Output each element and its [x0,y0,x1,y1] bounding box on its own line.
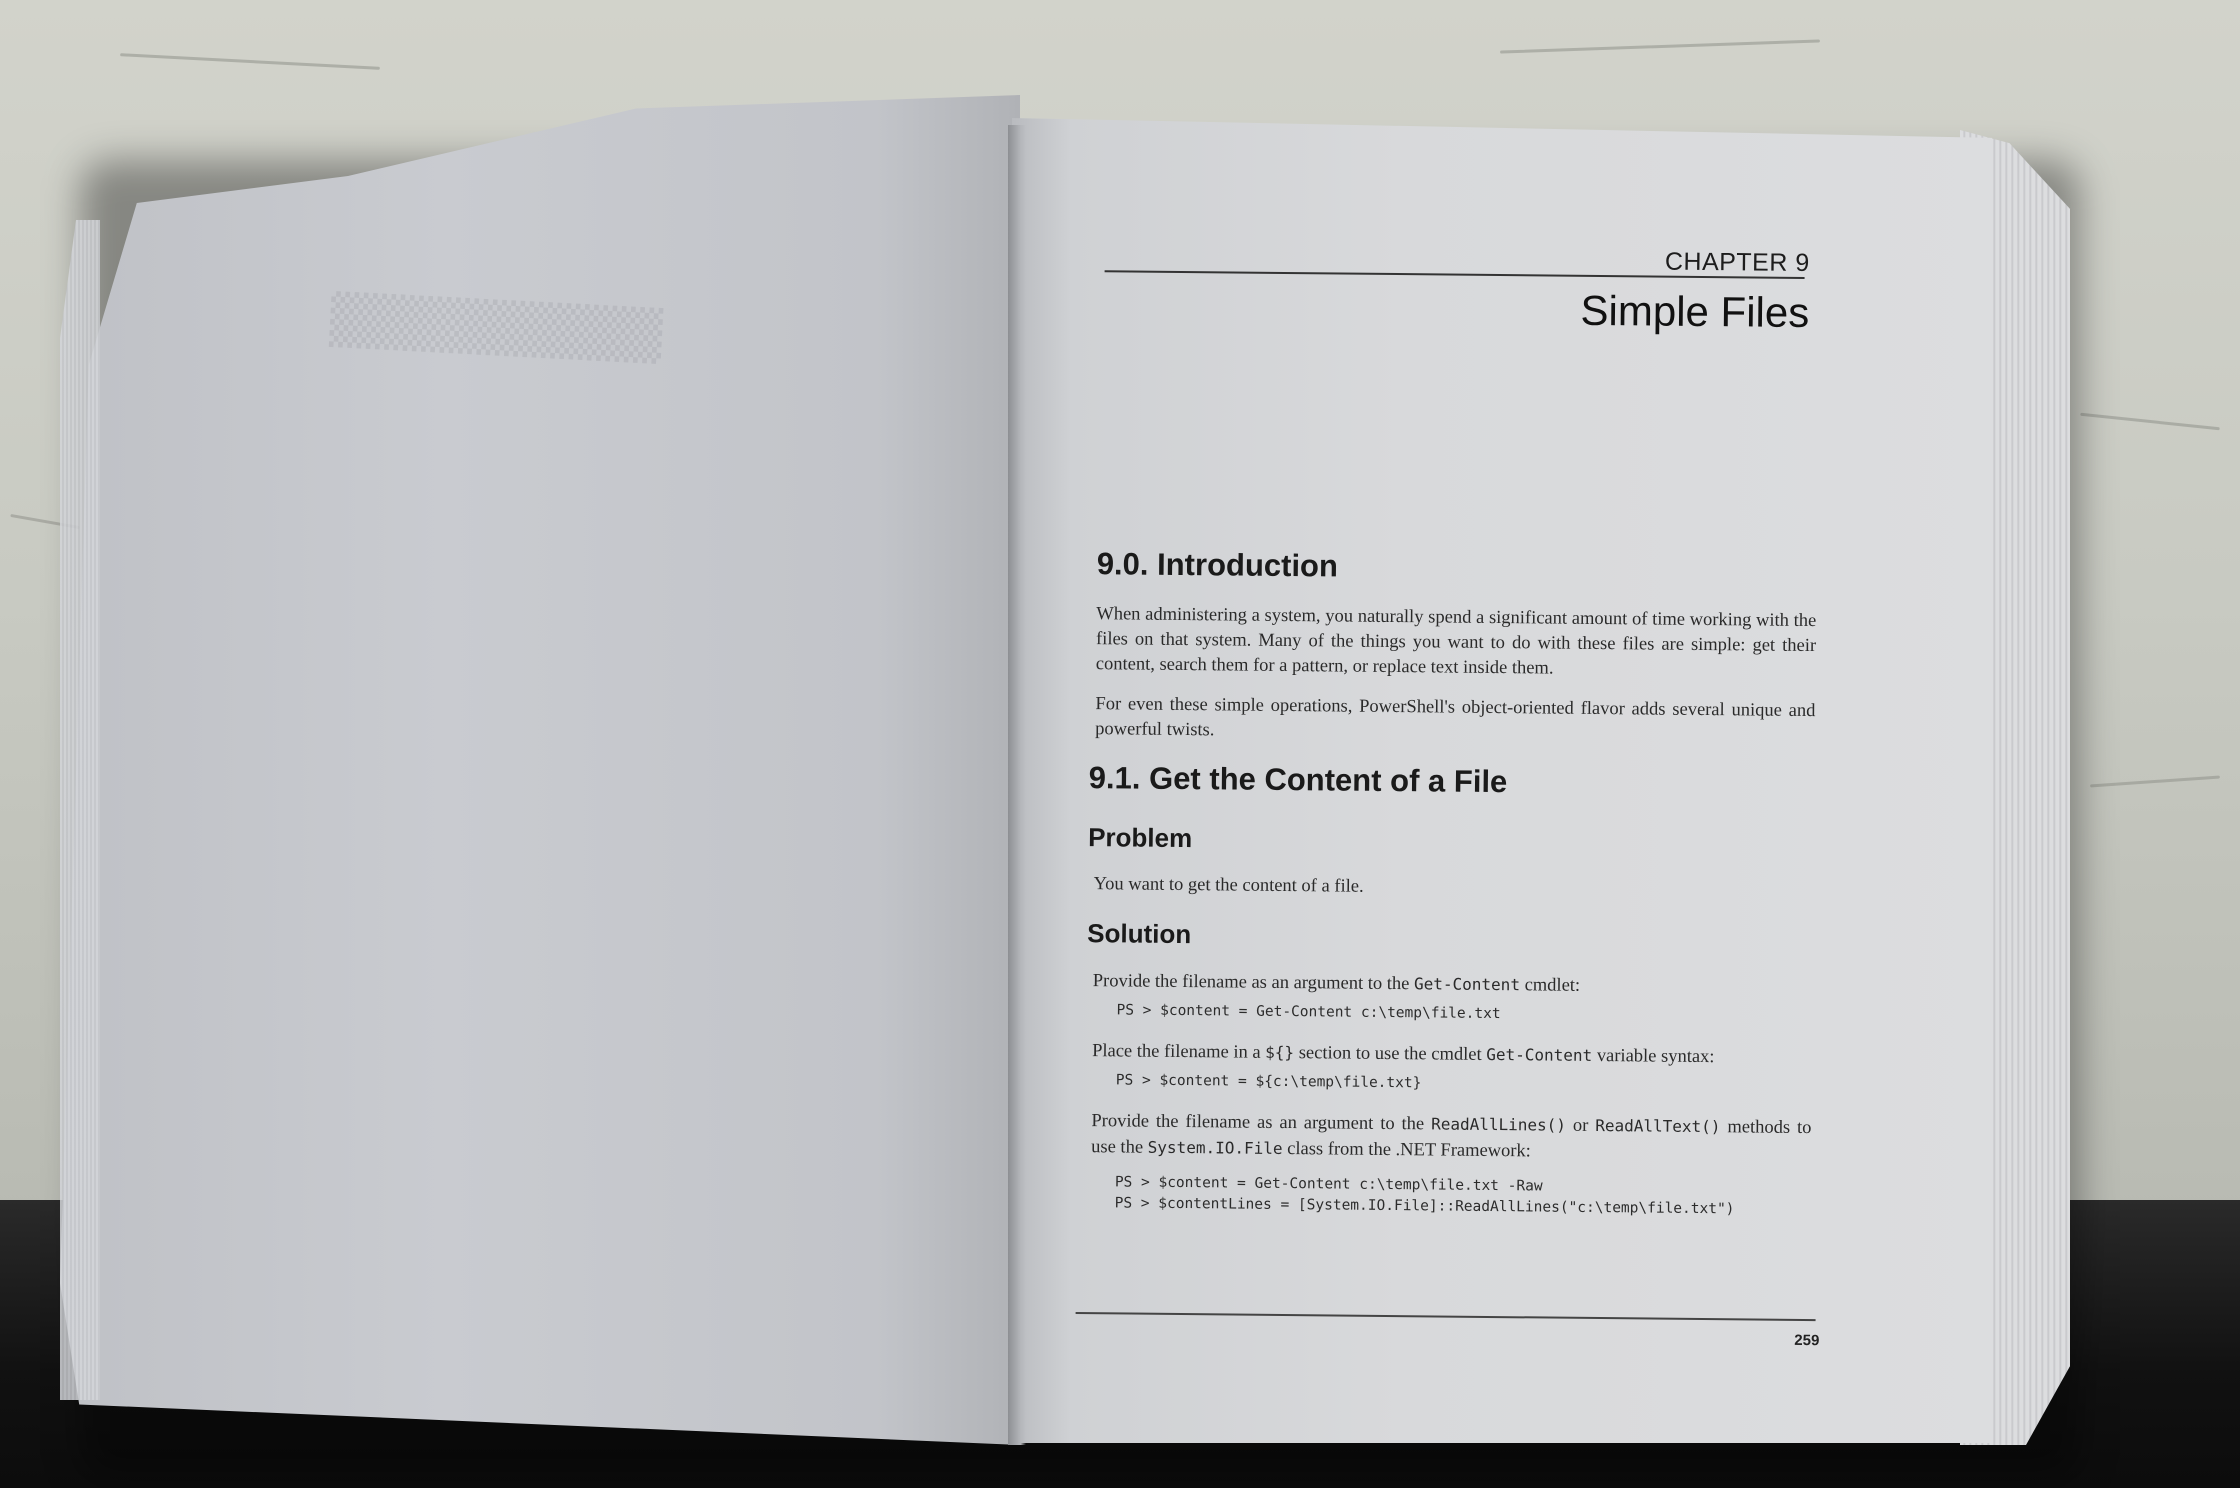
bleed-through-text: ▒▒▒▒▒▒▒▒▒ [328,291,664,365]
solution-paragraph-3: Provide the filename as an argument to the ReadAllLines() or ReadAllText() methods to use the System.IO.File class from the .NET Framework: [1091,1111,1812,1162]
wall-crack [1500,39,1820,53]
code-block-2: PS > $content = ${c:\temp\file.txt} [1115,1072,1422,1092]
problem-heading: Problem [1088,822,1193,854]
intro-paragraph-1: When administering a system, you naturally spend a significant amount of time working with the files on that system. Many of the things you want to do with these files are simple: get their content, search them for a pattern, or replace text inside them. [1095,604,1817,679]
wall-crack [2090,775,2220,787]
book-gutter [1008,125,1026,1445]
footer-rule [1076,1312,1816,1321]
solution-paragraph-1: Provide the filename as an argument to the Get-Content cmdlet: [1092,971,1581,996]
section-heading: 9.1. Get the Content of a File [1088,760,1508,800]
page-content [1069,230,1850,1387]
left-page [60,95,1020,1445]
wall-crack [2080,413,2220,431]
solution-paragraph-2: Place the filename in a ${} section to use the cmdlet Get-Content variable syntax: [1092,1041,1715,1068]
chapter-title: Simple Files [1580,286,1810,337]
intro-heading: 9.0. Introduction [1096,546,1339,584]
chapter-label: CHAPTER 9 [1664,247,1810,278]
code-block-1: PS > $content = Get-Content c:\temp\file.txt [1116,1002,1501,1023]
left-page-edges [60,220,100,1400]
page-number: 259 [1794,1331,1820,1350]
problem-text: You want to get the content of a file. [1093,874,1364,897]
code-block-3: PS > $content = Get-Content c:\temp\file.txt -Raw PS > $contentLines = [System.IO.File]::ReadAllLines("c:\temp\file.txt") [1114,1174,1735,1218]
solution-heading: Solution [1087,918,1192,950]
intro-paragraph-2: For even these simple operations, PowerShell's object-oriented flavor adds several unique and powerful twists. [1095,694,1816,741]
wall-crack [120,53,380,70]
